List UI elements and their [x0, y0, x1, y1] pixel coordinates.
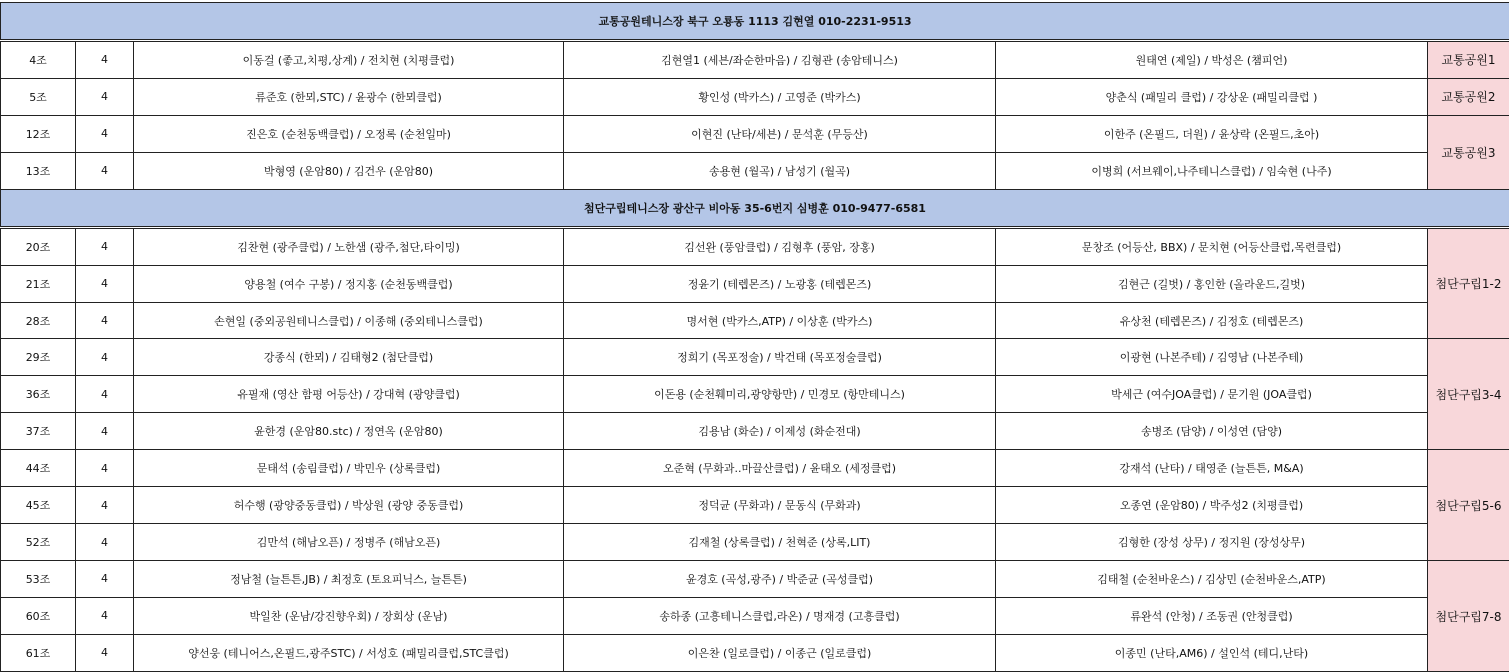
team1-cell[interactable]: 양용철 (여수 구봉) / 정지홍 (순천동백클럽)	[134, 265, 564, 302]
team2-cell[interactable]: 김선완 (풍암클럽) / 김형후 (풍암, 장홍)	[564, 227, 996, 265]
venue-header-cell[interactable]: 첨단구립테니스장 광산구 비아동 35-6번지 심병훈 010-9477-6581	[1, 189, 1509, 227]
group-cell[interactable]: 60조	[1, 597, 76, 634]
table-row	[1, 376, 1509, 413]
team2-cell[interactable]: 정희기 (목포정술) / 박건태 (목포정술클럽)	[564, 339, 996, 376]
team1-cell[interactable]: 류준호 (한뫼,STC) / 윤광수 (한뫼클럽)	[134, 78, 564, 115]
team1-cell[interactable]: 김찬현 (광주클럽) / 노한샘 (광주,첨단,타이밍)	[134, 227, 564, 265]
count-cell[interactable]: 4	[76, 561, 134, 598]
group-cell[interactable]: 52조	[1, 524, 76, 561]
court-cell[interactable]: 교통공원2	[1428, 78, 1509, 115]
table-row	[1, 561, 1509, 598]
team3-cell[interactable]: 문창조 (어등산, BBX) / 문치현 (어등산클럽,목련클럽)	[996, 227, 1428, 265]
team2-cell[interactable]: 김재철 (상록클럽) / 천혁준 (상록,LIT)	[564, 524, 996, 561]
team2-cell[interactable]: 황인성 (박카스) / 고영준 (박카스)	[564, 78, 996, 115]
table-row	[1, 524, 1509, 561]
schedule-body	[1, 0, 1509, 672]
team2-cell[interactable]: 이은찬 (일로클럽) / 이종근 (일로클럽)	[564, 634, 996, 671]
count-cell[interactable]: 4	[76, 115, 134, 152]
team2-cell[interactable]: 송하종 (고흥테니스클럽,라온) / 명재경 (고흥클럽)	[564, 597, 996, 634]
court-cell[interactable]: 첨단구립7-8	[1428, 561, 1509, 672]
team1-cell[interactable]: 박형영 (운암80) / 김건우 (운암80)	[134, 152, 564, 189]
venue-header-row	[1, 189, 1509, 227]
count-cell[interactable]: 4	[76, 376, 134, 413]
team3-cell[interactable]: 이광현 (나본주테) / 김영남 (나본주테)	[996, 339, 1428, 376]
count-cell[interactable]: 4	[76, 339, 134, 376]
team1-cell[interactable]: 진은호 (순천동백클럽) / 오정록 (순천일마)	[134, 115, 564, 152]
team2-cell[interactable]: 송용현 (월곡) / 남성기 (월곡)	[564, 152, 996, 189]
table-row	[1, 450, 1509, 487]
team1-cell[interactable]: 문태석 (송림클럽) / 박민우 (상록클럽)	[134, 450, 564, 487]
group-cell[interactable]: 28조	[1, 302, 76, 339]
court-cell[interactable]: 첨단구립3-4	[1428, 339, 1509, 450]
court-cell[interactable]: 첨단구립5-6	[1428, 450, 1509, 561]
table-row	[1, 115, 1509, 152]
court-cell[interactable]: 교통공원3	[1428, 115, 1509, 189]
team1-cell[interactable]: 유필재 (영산 함평 어등산) / 강대혁 (광양클럽)	[134, 376, 564, 413]
team3-cell[interactable]: 송병조 (담양) / 이성연 (담양)	[996, 413, 1428, 450]
team2-cell[interactable]: 이돈용 (순천훼미리,광양항만) / 민경모 (항만테니스)	[564, 376, 996, 413]
table-row	[1, 339, 1509, 376]
group-cell[interactable]: 13조	[1, 152, 76, 189]
team3-cell[interactable]: 오종연 (운암80) / 박주성2 (치평클럽)	[996, 487, 1428, 524]
group-cell[interactable]: 44조	[1, 450, 76, 487]
count-cell[interactable]: 4	[76, 41, 134, 79]
table-row	[1, 634, 1509, 671]
team1-cell[interactable]: 손현일 (중외공원테니스클럽) / 이종해 (중외테니스클럽)	[134, 302, 564, 339]
team3-cell[interactable]: 박세근 (여수JOA클럽) / 문기원 (JOA클럽)	[996, 376, 1428, 413]
group-cell[interactable]: 61조	[1, 634, 76, 671]
team1-cell[interactable]: 허수행 (광양중동클럽) / 박상원 (광양 중동클럽)	[134, 487, 564, 524]
count-cell[interactable]: 4	[76, 634, 134, 671]
table-row	[1, 487, 1509, 524]
court-cell[interactable]: 교통공원1	[1428, 41, 1509, 79]
team2-cell[interactable]: 이현진 (난타/세븐) / 문석훈 (무등산)	[564, 115, 996, 152]
team2-cell[interactable]: 명서현 (박카스,ATP) / 이상훈 (박카스)	[564, 302, 996, 339]
team1-cell[interactable]: 강종식 (한뫼) / 김태형2 (첨단클럽)	[134, 339, 564, 376]
table-row	[1, 597, 1509, 634]
team1-cell[interactable]: 이동걸 (좋고,치평,상계) / 전치현 (치평클럽)	[134, 41, 564, 79]
team3-cell[interactable]: 이병희 (서브웨이,나주테니스클럽) / 임숙현 (나주)	[996, 152, 1428, 189]
table-row	[1, 302, 1509, 339]
team2-cell[interactable]: 김현열1 (세븐/좌순한마음) / 김형관 (송암테니스)	[564, 41, 996, 79]
team2-cell[interactable]: 정덕균 (무화과) / 문동식 (무화과)	[564, 487, 996, 524]
count-cell[interactable]: 4	[76, 302, 134, 339]
team3-cell[interactable]: 류완석 (안청) / 조동권 (안청클럽)	[996, 597, 1428, 634]
group-cell[interactable]: 36조	[1, 376, 76, 413]
count-cell[interactable]: 4	[76, 152, 134, 189]
group-cell[interactable]: 5조	[1, 78, 76, 115]
group-cell[interactable]: 29조	[1, 339, 76, 376]
table-row	[1, 78, 1509, 115]
count-cell[interactable]: 4	[76, 487, 134, 524]
group-cell[interactable]: 37조	[1, 413, 76, 450]
table-row	[1, 227, 1509, 265]
team1-cell[interactable]: 김만석 (해남오픈) / 정병주 (해남오픈)	[134, 524, 564, 561]
team3-cell[interactable]: 이종민 (난타,AM6) / 설인석 (테디,난타)	[996, 634, 1428, 671]
team2-cell[interactable]: 오준혁 (무화과..마끌산클럽) / 윤태오 (세정클럽)	[564, 450, 996, 487]
team2-cell[interactable]: 김용남 (화순) / 이제성 (화순전대)	[564, 413, 996, 450]
count-cell[interactable]: 4	[76, 597, 134, 634]
group-cell[interactable]: 4조	[1, 41, 76, 79]
group-cell[interactable]: 20조	[1, 227, 76, 265]
table-row	[1, 413, 1509, 450]
venue-header-cell[interactable]: 교통공원테니스장 북구 오룡동 1113 김현열 010-2231-9513	[1, 3, 1509, 41]
count-cell[interactable]: 4	[76, 413, 134, 450]
group-cell[interactable]: 21조	[1, 265, 76, 302]
team3-cell[interactable]: 강재석 (난타) / 태영준 (늘튼튼, M&A)	[996, 450, 1428, 487]
team3-cell[interactable]: 원태연 (제일) / 박성은 (챔피언)	[996, 41, 1428, 79]
team3-cell[interactable]: 김현근 (길벗) / 홍인한 (올라운드,길벗)	[996, 265, 1428, 302]
team3-cell[interactable]: 양춘식 (패밀리 클럽) / 강상운 (패밀리클럽 )	[996, 78, 1428, 115]
count-cell[interactable]: 4	[76, 78, 134, 115]
court-cell[interactable]: 첨단구립1-2	[1428, 227, 1509, 339]
team2-cell[interactable]: 윤경호 (곡성,광주) / 박준균 (곡성클럽)	[564, 561, 996, 598]
team2-cell[interactable]: 정윤기 (테렙몬즈) / 노광홍 (테렙몬즈)	[564, 265, 996, 302]
group-cell[interactable]: 45조	[1, 487, 76, 524]
count-cell[interactable]: 4	[76, 227, 134, 265]
count-cell[interactable]: 4	[76, 265, 134, 302]
team3-cell[interactable]: 유상천 (테렙몬즈) / 김정호 (테렙몬즈)	[996, 302, 1428, 339]
count-cell[interactable]: 4	[76, 524, 134, 561]
team3-cell[interactable]: 이한주 (온필드, 더원) / 윤상락 (온필드,초아)	[996, 115, 1428, 152]
team1-cell[interactable]: 윤한경 (운암80.stc) / 정연옥 (운암80)	[134, 413, 564, 450]
group-cell[interactable]: 53조	[1, 561, 76, 598]
team3-cell[interactable]: 김태철 (순천바운스) / 김상민 (순천바운스,ATP)	[996, 561, 1428, 598]
table-row	[1, 265, 1509, 302]
group-cell[interactable]: 12조	[1, 115, 76, 152]
table-row	[1, 152, 1509, 189]
venue-header-row	[1, 3, 1509, 41]
team1-cell[interactable]: 박일찬 (운남/강진향우회) / 장회상 (운남)	[134, 597, 564, 634]
team1-cell[interactable]: 정남철 (늘튼튼,JB) / 최정호 (토요피닉스, 늘튼튼)	[134, 561, 564, 598]
count-cell[interactable]: 4	[76, 450, 134, 487]
team3-cell[interactable]: 김형한 (장성 상무) / 정지원 (장성상무)	[996, 524, 1428, 561]
team1-cell[interactable]: 양선웅 (테니어스,온필드,광주STC) / 서성호 (패밀리클럽,STC클럽)	[134, 634, 564, 671]
table-row	[1, 41, 1509, 79]
